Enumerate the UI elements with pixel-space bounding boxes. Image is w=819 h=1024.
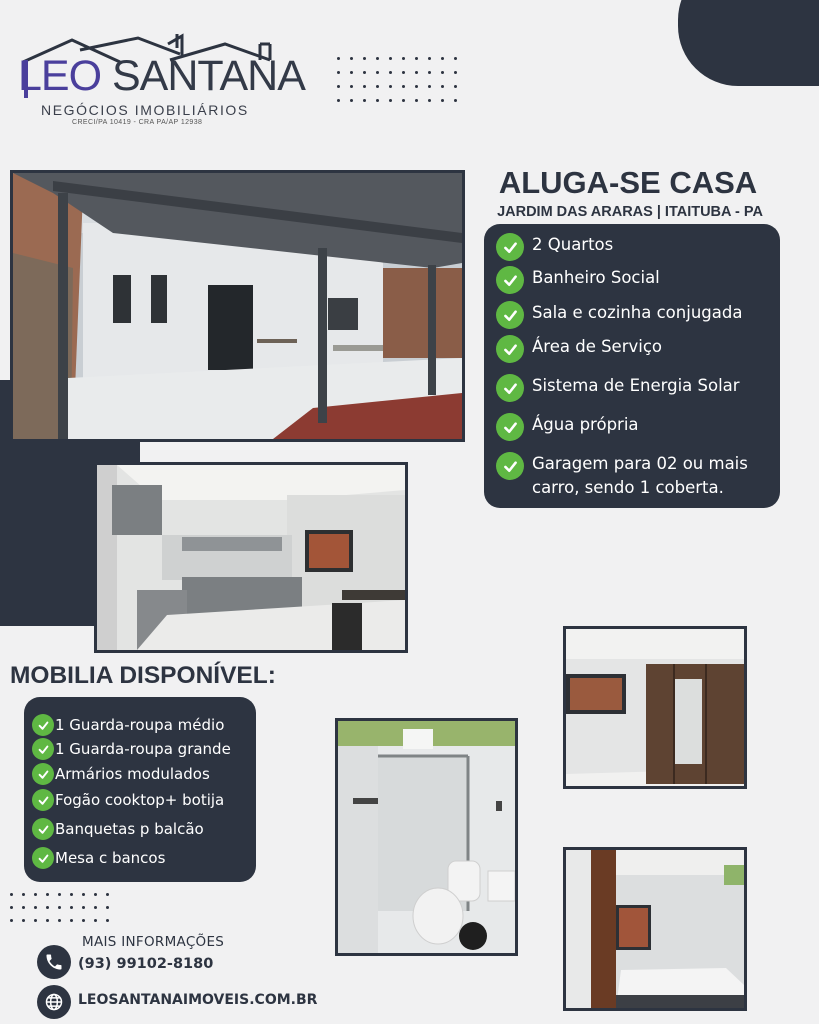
dot (389, 99, 392, 102)
listing-location: JARDIM DAS ARARAS | ITAITUBA - PA (497, 204, 763, 220)
check-icon (32, 818, 54, 840)
dot (428, 57, 431, 60)
dot (22, 919, 25, 922)
check-icon (32, 847, 54, 869)
feature-item: Sistema de Energia Solar (496, 374, 740, 402)
dot (415, 99, 418, 102)
dot (337, 99, 340, 102)
dot (10, 893, 13, 896)
bathroom-photo (335, 718, 518, 956)
logo-wordmark: LEO SANTANA (18, 52, 305, 100)
globe-icon (37, 985, 71, 1019)
dot (106, 893, 109, 896)
dot (350, 57, 353, 60)
feature-item: Garagem para 02 ou mais carro, sendo 1 coberta. (496, 452, 748, 500)
furniture-item: Armários modulados (32, 763, 210, 785)
check-icon (32, 763, 54, 785)
logo-tagline: NEGÓCIOS IMOBILIÁRIOS (41, 102, 249, 118)
dot (376, 85, 379, 88)
dot (428, 85, 431, 88)
dot (46, 906, 49, 909)
check-icon (496, 374, 524, 402)
dot (454, 71, 457, 74)
dot (22, 906, 25, 909)
check-icon (496, 335, 524, 363)
dot (350, 85, 353, 88)
dot (454, 57, 457, 60)
check-icon (496, 413, 524, 441)
dot (350, 71, 353, 74)
furniture-item: Banquetas p balcão (32, 818, 204, 840)
dot (402, 99, 405, 102)
phone-number[interactable]: (93) 99102-8180 (78, 956, 214, 972)
bedroom-photo (563, 847, 747, 1011)
dot (402, 85, 405, 88)
furniture-card (24, 697, 256, 882)
dot (428, 99, 431, 102)
dot (441, 57, 444, 60)
dot (94, 919, 97, 922)
dot (106, 919, 109, 922)
furniture-item: 1 Guarda-roupa grande (32, 738, 231, 760)
dot (10, 919, 13, 922)
furniture-item: 1 Guarda-roupa médio (32, 714, 224, 736)
dot (70, 919, 73, 922)
dot (363, 71, 366, 74)
feature-item: Sala e cozinha conjugada (496, 301, 742, 329)
dot (58, 906, 61, 909)
phone-icon (37, 945, 71, 979)
dot-grid-decoration (10, 893, 109, 922)
dot-grid-decoration (337, 57, 457, 102)
dot (82, 893, 85, 896)
dot (337, 71, 340, 74)
check-icon (496, 301, 524, 329)
house-exterior-photo (10, 170, 465, 442)
bedroom-wardrobe-photo (563, 626, 747, 789)
feature-item: Banheiro Social (496, 266, 660, 294)
features-card (484, 224, 780, 508)
dot (70, 906, 73, 909)
dot (34, 906, 37, 909)
dot (389, 85, 392, 88)
dot (337, 57, 340, 60)
dot (376, 99, 379, 102)
dot (376, 71, 379, 74)
dot (82, 919, 85, 922)
dot (454, 99, 457, 102)
dot (441, 71, 444, 74)
dot (389, 57, 392, 60)
dot (441, 99, 444, 102)
dot (350, 99, 353, 102)
check-icon (32, 789, 54, 811)
dot (22, 893, 25, 896)
dot (363, 85, 366, 88)
dot (402, 71, 405, 74)
dot (58, 893, 61, 896)
kitchen-photo (94, 462, 408, 653)
check-icon (496, 233, 524, 261)
dot (415, 85, 418, 88)
check-icon (496, 266, 524, 294)
dot (402, 57, 405, 60)
dot (363, 99, 366, 102)
check-icon (32, 714, 54, 736)
dot (46, 893, 49, 896)
dot (415, 71, 418, 74)
dot (34, 893, 37, 896)
dot (337, 85, 340, 88)
feature-item: 2 Quartos (496, 233, 613, 261)
dot (428, 71, 431, 74)
furniture-item: Fogão cooktop+ botija (32, 789, 224, 811)
dot (94, 906, 97, 909)
dot (34, 919, 37, 922)
dot (363, 57, 366, 60)
dot (10, 906, 13, 909)
dot (46, 919, 49, 922)
dot (82, 906, 85, 909)
feature-item: Água própria (496, 413, 639, 441)
dot (376, 57, 379, 60)
listing-title: ALUGA-SE CASA (498, 165, 758, 200)
check-icon (32, 738, 54, 760)
corner-decoration (678, 0, 819, 86)
check-icon (496, 452, 524, 480)
dot (441, 85, 444, 88)
dot (70, 893, 73, 896)
dot (94, 893, 97, 896)
logo-registration: CRECI/PA 10419 - CRA PA/AP 12938 (72, 119, 203, 126)
feature-item: Área de Serviço (496, 335, 662, 363)
furniture-title: MOBILIA DISPONÍVEL: (10, 662, 276, 689)
dot (106, 906, 109, 909)
dot (415, 57, 418, 60)
furniture-item: Mesa c bancos (32, 847, 165, 869)
website-link[interactable]: LEOSANTANAIMOVEIS.COM.BR (78, 992, 318, 1008)
contact-label: MAIS INFORMAÇÕES (82, 934, 225, 950)
dot (454, 85, 457, 88)
dot (58, 919, 61, 922)
dot (389, 71, 392, 74)
